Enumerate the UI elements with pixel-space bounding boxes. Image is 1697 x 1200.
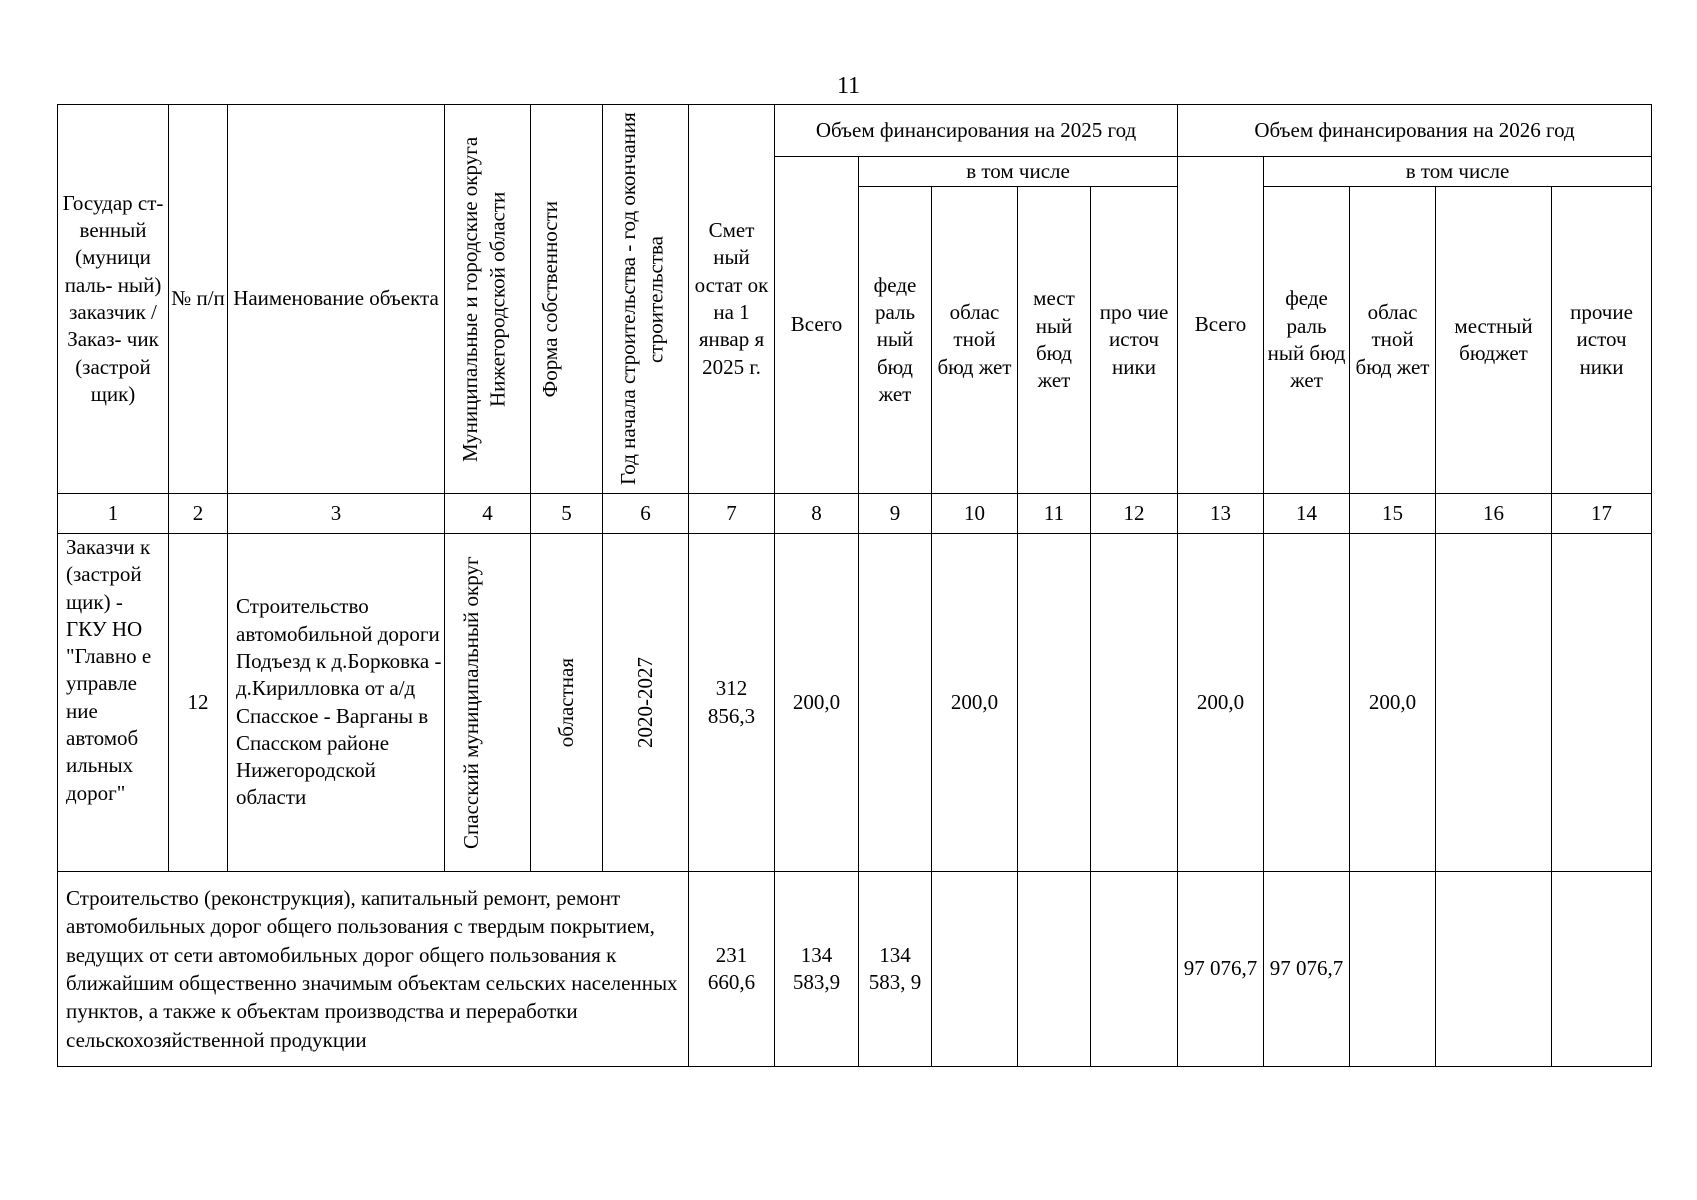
- row-regional-2025: 200,0: [932, 534, 1018, 872]
- header-federal-2026: феде раль ный бюд жет: [1264, 187, 1350, 494]
- column-number: 1: [58, 494, 169, 534]
- row-local-2025: [1018, 534, 1091, 872]
- row-years-text: 2020-2027: [632, 657, 657, 748]
- summary-total-2026: 97 076,7: [1178, 872, 1264, 1067]
- row-other-2026: [1552, 534, 1652, 872]
- header-remainder: Смет ный остат ок на 1 январ я 2025 г.: [689, 105, 775, 494]
- row-municipality: [445, 534, 531, 872]
- summary-local-2026: [1436, 872, 1552, 1067]
- header-regional-2025: облас тной бюд жет: [932, 187, 1018, 494]
- row-other-2025: [1091, 534, 1178, 872]
- table-row: [58, 534, 1652, 872]
- column-number: 2: [169, 494, 228, 534]
- column-number: 14: [1264, 494, 1350, 534]
- row-total-2025: 200,0: [775, 534, 859, 872]
- row-object-name: Строительство автомобильной дороги Подъезд к д.Борковка - д.Кирилловка от а/д Спасское - Варганы в Спасском районе Нижегородской области: [228, 534, 445, 872]
- header-total-2026: Всего: [1178, 157, 1264, 494]
- header-years-text: Год начала строительства - год окончания строительства: [615, 112, 667, 486]
- row-years: [603, 534, 689, 872]
- summary-remainder: 231 660,6: [689, 872, 775, 1067]
- header-other-2025: про чие источ ники: [1091, 187, 1178, 494]
- header-ownership: [531, 105, 603, 494]
- column-number: 8: [775, 494, 859, 534]
- row-ownership-text: областная: [553, 657, 578, 748]
- header-years: [603, 105, 689, 494]
- financing-table: [57, 104, 1652, 1067]
- column-number: 17: [1552, 494, 1652, 534]
- column-number: 5: [531, 494, 603, 534]
- header-local-2026: местный бюджет: [1436, 187, 1552, 494]
- column-number: 7: [689, 494, 775, 534]
- column-number: 11: [1018, 494, 1091, 534]
- row-ownership: [531, 534, 603, 872]
- header-ownership-text: Форма собственности: [537, 200, 562, 398]
- header-object-name: Наименование объекта: [228, 105, 445, 494]
- summary-other-2025: [1091, 872, 1178, 1067]
- header-regional-2026: облас тной бюд жет: [1350, 187, 1436, 494]
- column-number: 9: [859, 494, 932, 534]
- header-including-2025: в том числе: [859, 157, 1178, 187]
- header-municipality-text: Муниципальные и городские округа Нижегородской области: [457, 136, 509, 462]
- column-number: 6: [603, 494, 689, 534]
- column-number: 12: [1091, 494, 1178, 534]
- column-number: 13: [1178, 494, 1264, 534]
- row-municipality-text: Спасский муниципальный округ: [458, 556, 483, 849]
- header-num: № п/п: [169, 105, 228, 494]
- header-fin-2026: Объем финансирования на 2026 год: [1178, 105, 1652, 157]
- row-regional-2026: 200,0: [1350, 534, 1436, 872]
- summary-federal-2025: 134 583, 9: [859, 872, 932, 1067]
- header-including-2026: в том числе: [1264, 157, 1652, 187]
- summary-regional-2026: [1350, 872, 1436, 1067]
- summary-other-2026: [1552, 872, 1652, 1067]
- column-numbers-row: [58, 494, 1652, 534]
- header-customer: Государ ст- венный (муници паль- ный) заказчик / Заказ- чик (застрой щик): [58, 105, 169, 494]
- summary-federal-2026: 97 076,7: [1264, 872, 1350, 1067]
- header-municipality: [445, 105, 531, 494]
- summary-label: Строительство (реконструкция), капитальный ремонт, ремонт автомобильных дорог общего пользования с твердым покрытием, ведущих от сети автомобильных дорог общего пользования к ближайшим общественно значимым объектам сельских населенных пунктов, а также к объектам производства и переработки сельскохозяйственной продукции: [58, 872, 689, 1067]
- row-remainder: 312 856,3: [689, 534, 775, 872]
- column-number: 15: [1350, 494, 1436, 534]
- summary-total-2025: 134 583,9: [775, 872, 859, 1067]
- summary-row: [58, 872, 1652, 1067]
- header-total-2025: Всего: [775, 157, 859, 494]
- summary-regional-2025: [932, 872, 1018, 1067]
- row-total-2026: 200,0: [1178, 534, 1264, 872]
- row-num: 12: [169, 534, 228, 872]
- row-federal-2026: [1264, 534, 1350, 872]
- row-federal-2025: [859, 534, 932, 872]
- header-other-2026: прочие источ ники: [1552, 187, 1652, 494]
- row-local-2026: [1436, 534, 1552, 872]
- column-number: 10: [932, 494, 1018, 534]
- column-number: 16: [1436, 494, 1552, 534]
- column-number: 4: [445, 494, 531, 534]
- header-federal-2025: феде раль ный бюд жет: [859, 187, 932, 494]
- header-fin-2025: Объем финансирования на 2025 год: [775, 105, 1178, 157]
- page-number: 11: [836, 73, 861, 99]
- summary-local-2025: [1018, 872, 1091, 1067]
- header-local-2025: мест ный бюд жет: [1018, 187, 1091, 494]
- column-number: 3: [228, 494, 445, 534]
- row-customer: Заказчи к (застрой щик) - ГКУ НО "Главно е управле ние автомоб ильных дорог": [58, 534, 169, 872]
